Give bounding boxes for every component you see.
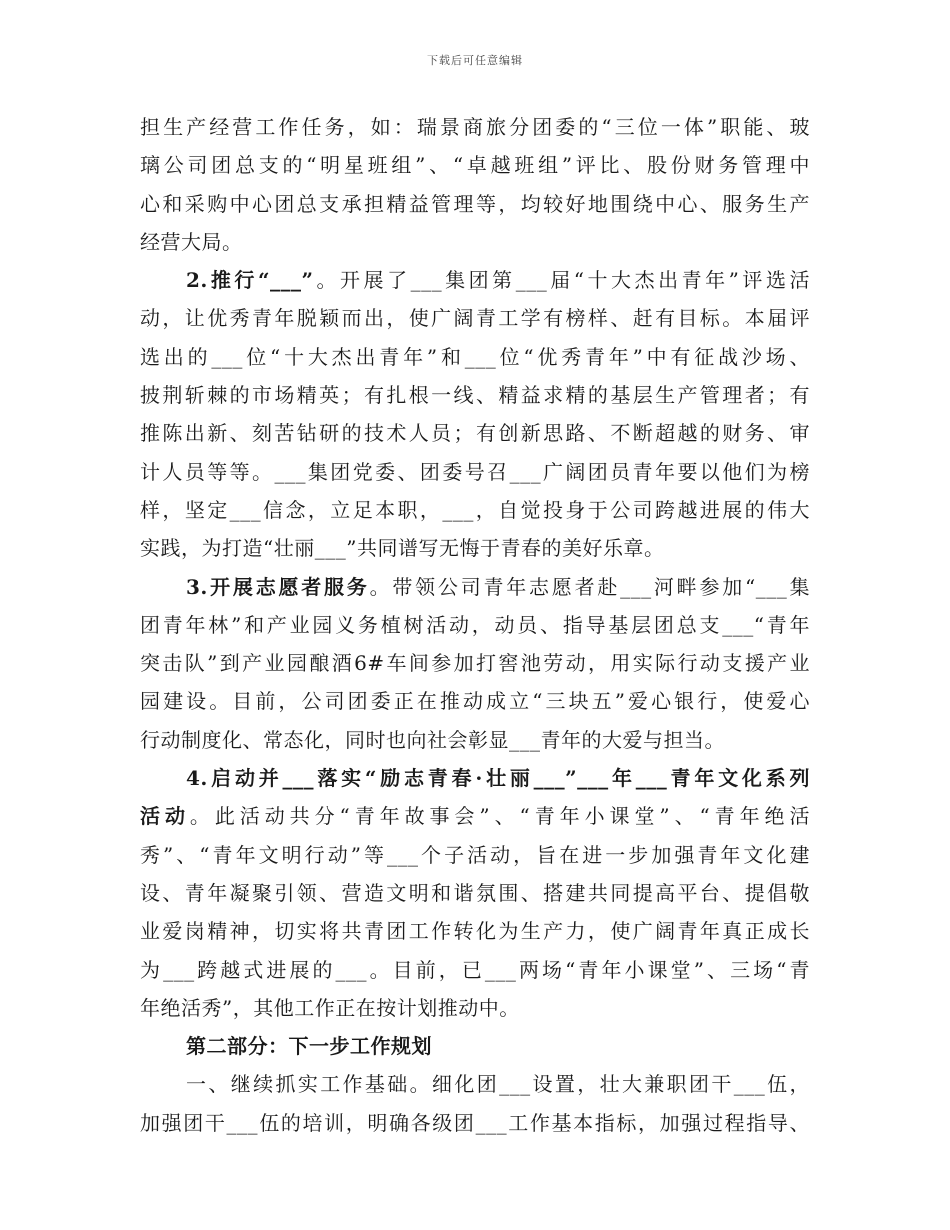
text-line: 秀”、“青年文明行动”等___个子活动，旨在进一步加强青年文化建 — [140, 842, 810, 867]
text-line: 选出的___位“十大杰出青年”和___位“优秀青年”中有征战沙场、 — [140, 344, 810, 369]
text-line: 璃公司团总支的“明星班组”、“卓越班组”评比、股份财务管理中 — [140, 153, 810, 178]
text-span: 。开展了___集团第___届“十大杰出青年”评选活 — [313, 268, 810, 293]
text-line: 业爱岗精神，切实将共青团工作转化为生产力，使广阔青年真正成长 — [140, 919, 810, 944]
text-line: 一、继续抓实工作基础。细化团___设置，壮大兼职团干___伍， — [186, 1072, 810, 1097]
text-line: 担生产经营工作任务，如：瑞景商旅分团委的“三位一体”职能、玻 — [140, 115, 810, 139]
text-line: 加强团干___伍的培训，明确各级团___工作基本指标，加强过程指导、 — [140, 1110, 810, 1135]
text-span: 。带领公司青年志愿者赴___河畔参加“___集 — [369, 574, 810, 599]
text-line: 披荆斩棘的市场精英；有扎根一线、精益求精的基层生产管理者；有 — [140, 383, 810, 408]
text-line: 动，让优秀青年脱颖而出，使广阔青工学有榜样、赶有目标。本届评 — [140, 306, 810, 331]
text-line: 行动制度化、常态化，同时也向社会彰显___青年的大爱与担当。 — [140, 727, 725, 752]
text-line: 团青年林”和产业园义务植树活动，动员、指导基层团总支___“青年 — [140, 612, 810, 637]
text-line: 园建设。目前，公司团委正在推动成立“三块五”爱心银行，使爱心 — [140, 689, 810, 714]
text-line: 为___跨越式进展的___。目前，已___两场“青年小课堂”、三场“青 — [140, 957, 810, 982]
section-heading: 第二部分：下一步工作规划 — [186, 1034, 432, 1059]
text-line: 突击队”到产业园酿酒6#车间参加打窖池劳动，用实际行动支援产业 — [140, 651, 810, 676]
text-line — [140, 261, 810, 299]
text-line — [140, 797, 810, 835]
document-body — [140, 108, 810, 1142]
item-heading: 活动 — [140, 804, 190, 829]
text-line: 样，坚定___信念，立足本职，___，自觉投身于公司跨越进展的伟大 — [140, 497, 810, 522]
item-heading: 4.启动并___落实“励志青春·壮丽___”___年___青年文化系列 — [186, 766, 810, 791]
page-header: 下载后可任意编辑 — [427, 54, 523, 67]
text-line: 年绝活秀”，其他工作正在按计划推动中。 — [140, 995, 520, 1020]
text-line: 经营大局。 — [140, 229, 243, 254]
text-line: 推陈出新、刻苦钻研的技术人员；有创新思路、不断超越的财务、审 — [140, 421, 810, 446]
text-line: 实践，为打造“壮丽___”共同谱写无悔于青春的美好乐章。 — [140, 536, 665, 561]
item-heading: 3.开展志愿者服务 — [186, 574, 370, 599]
item-heading: 2.推行“___” — [186, 268, 314, 293]
text-span: 。此活动共分“青年故事会”、“青年小课堂”、“青年绝活 — [189, 804, 811, 829]
text-line: 心和采购中心团总支承担精益管理等，均较好地围绕中心、服务生产 — [140, 191, 810, 216]
text-line — [140, 568, 810, 606]
text-line: 设、青年凝聚引领、营造文明和谐氛围、搭建共同提高平台、提倡敬 — [140, 880, 810, 905]
text-line: 计人员等等。___集团党委、团委号召___广阔团员青年要以他们为榜 — [140, 459, 810, 484]
